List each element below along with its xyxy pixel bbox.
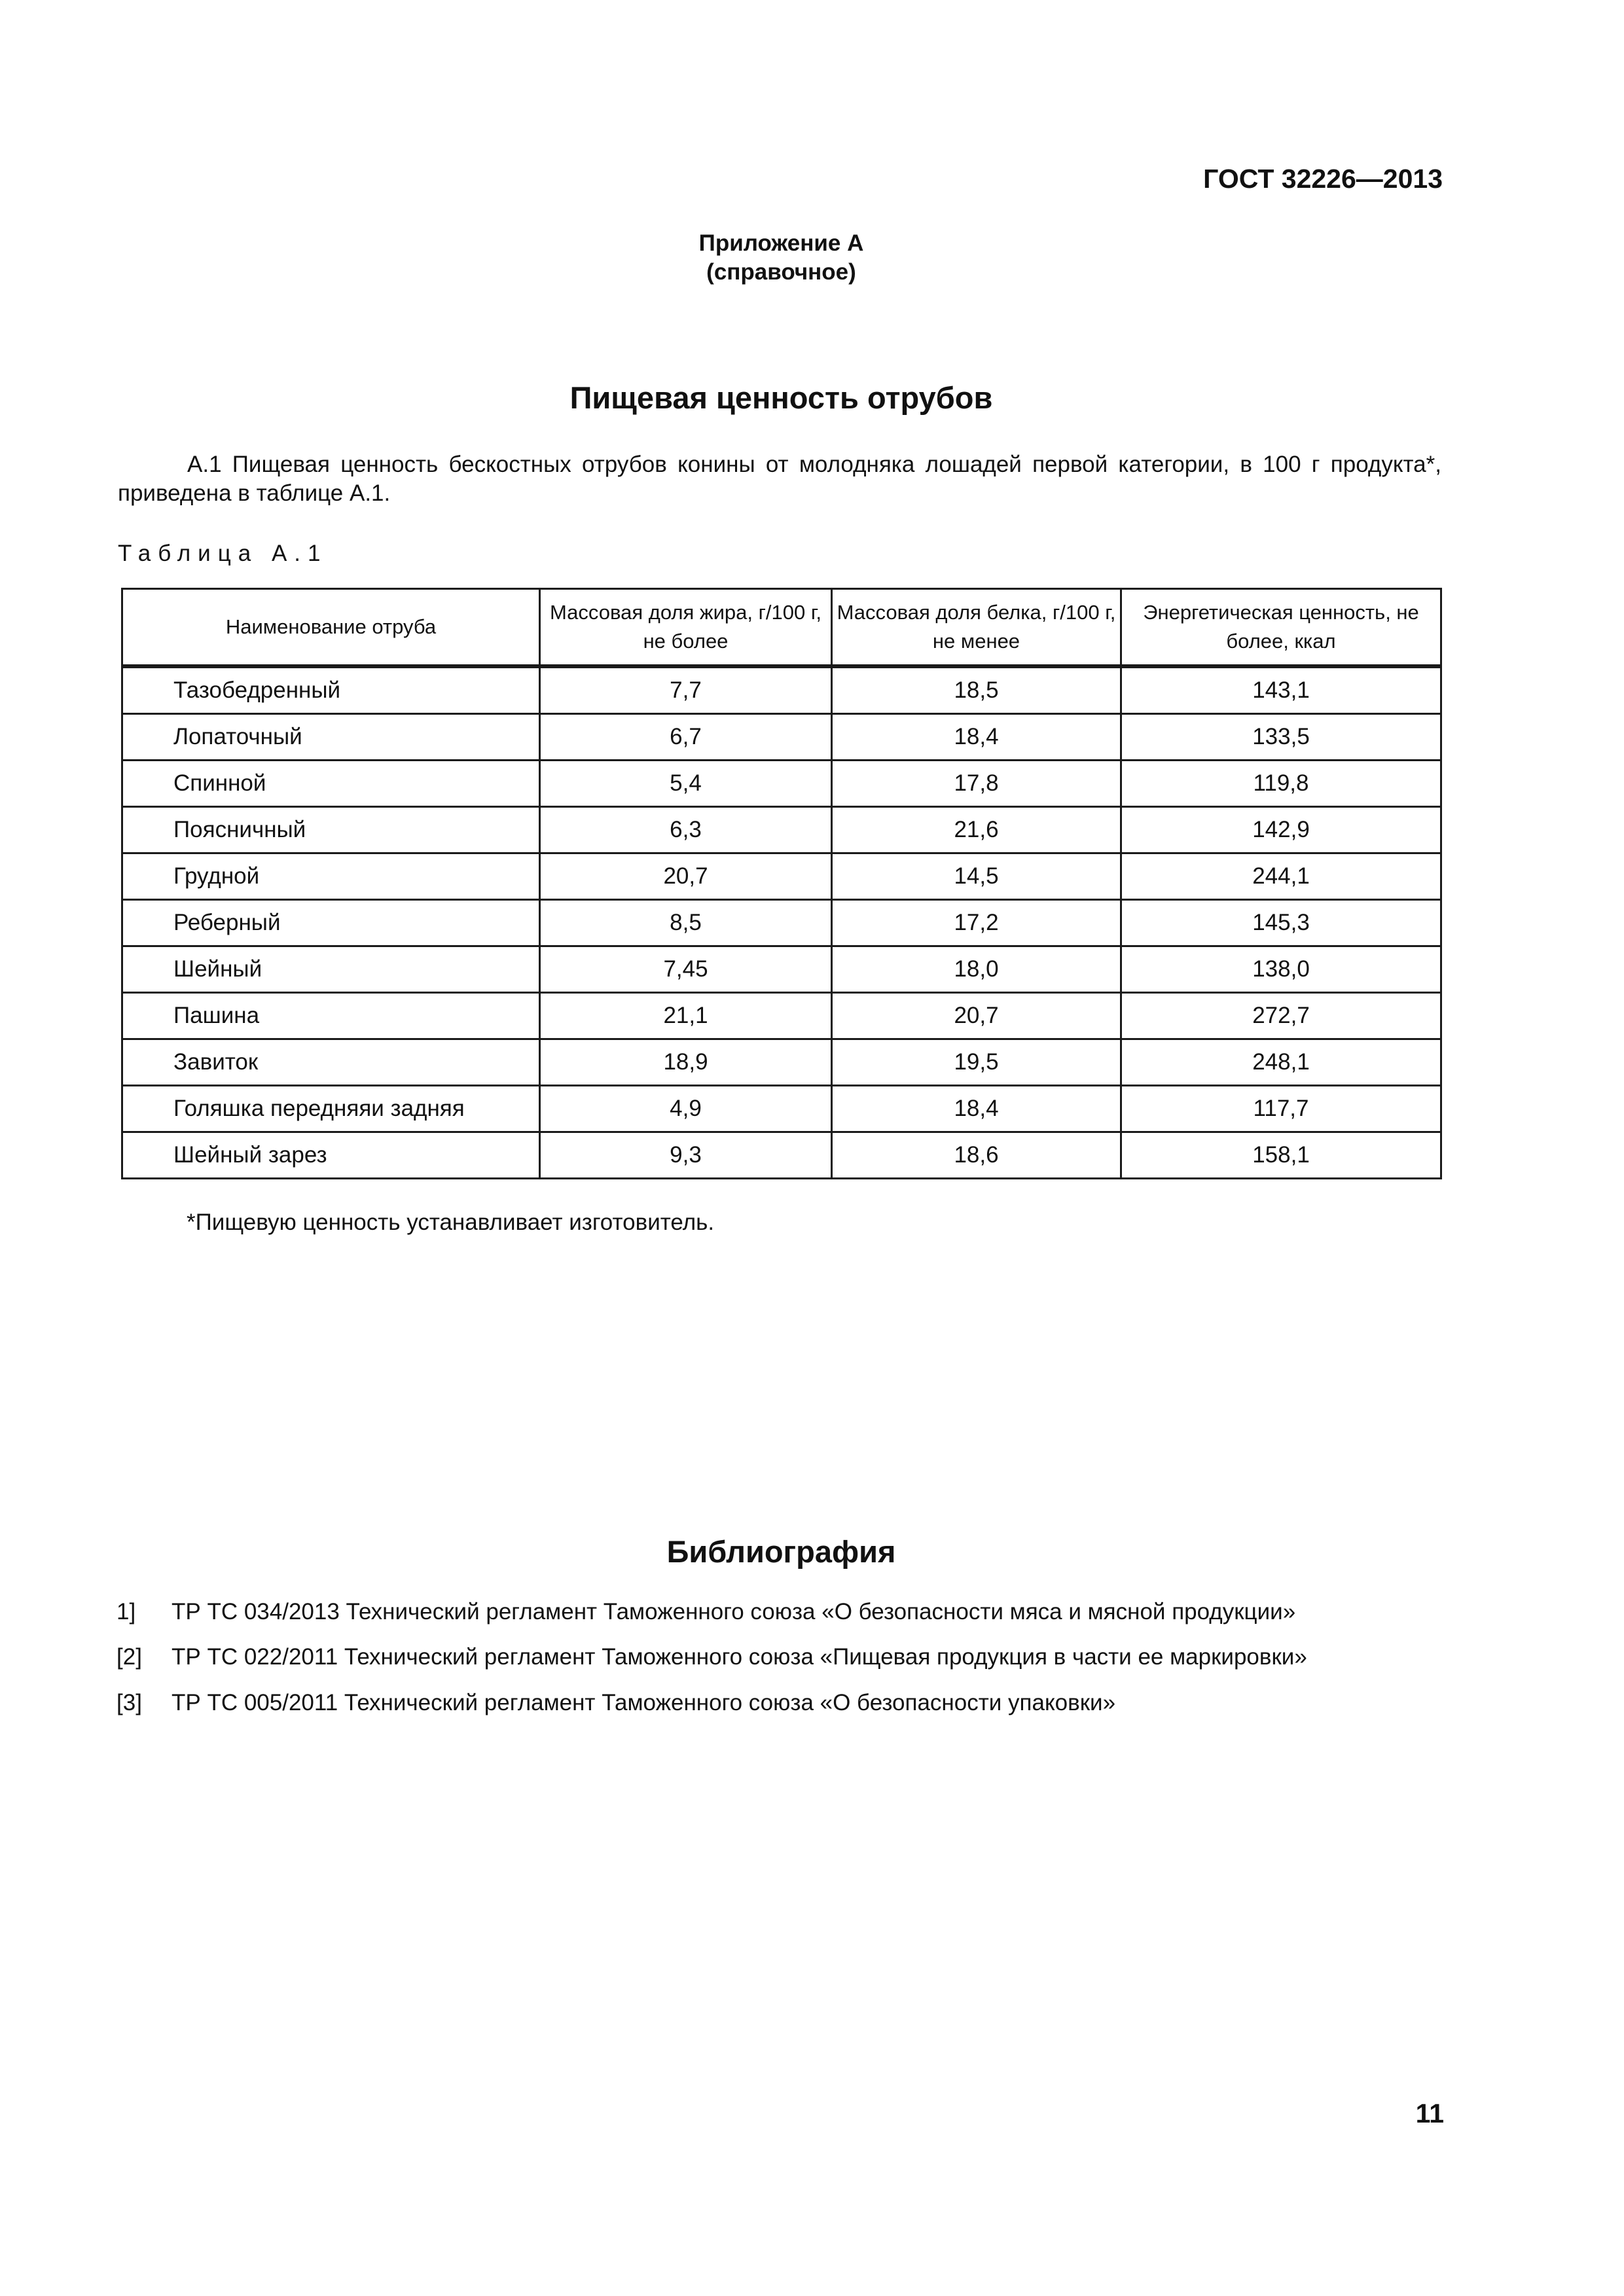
cut-name-cell: Завиток — [122, 1039, 540, 1086]
document-code: ГОСТ 32226—2013 — [1203, 164, 1443, 194]
bibliography-text: ТР ТС 005/2011 Технический регламент Таможенного союза «О безопасности упаковки» — [171, 1690, 1116, 1715]
bibliography-number: [3] — [117, 1690, 142, 1715]
fat-cell: 6,3 — [540, 807, 832, 853]
energy-cell: 143,1 — [1121, 666, 1441, 714]
column-header-cut-name: Наименование отруба — [122, 589, 540, 667]
cut-name-cell: Голяшка передняяи задняя — [122, 1086, 540, 1132]
energy-cell: 272,7 — [1121, 993, 1441, 1039]
energy-cell: 248,1 — [1121, 1039, 1441, 1086]
fat-cell: 6,7 — [540, 714, 832, 761]
bibliography-text: ТР ТС 022/2011 Технический регламент Таможенного союза «Пищевая продукция в части ее маркировки» — [171, 1644, 1307, 1670]
nutrition-table — [121, 588, 1442, 1179]
page-number: 11 — [1415, 2098, 1444, 2128]
column-header-fat: Массовая доля жира, г/100 г, не более — [540, 589, 832, 667]
fat-cell: 9,3 — [540, 1132, 832, 1179]
table-header-row — [122, 589, 1441, 667]
intro-paragraph: А.1 Пищевая ценность бескостных отрубов конины от молодняка лошадей первой категории, в 100 г продукта*, приведена в таблице А.1. — [118, 452, 1441, 506]
energy-cell: 119,8 — [1121, 761, 1441, 807]
table-row — [122, 1039, 1441, 1086]
protein-cell: 19,5 — [832, 1039, 1121, 1086]
fat-cell: 8,5 — [540, 900, 832, 946]
protein-cell: 18,4 — [832, 1086, 1121, 1132]
protein-cell: 17,2 — [832, 900, 1121, 946]
bibliography-number: 1] — [117, 1599, 136, 1624]
protein-cell: 18,6 — [832, 1132, 1121, 1179]
energy-cell: 117,7 — [1121, 1086, 1441, 1132]
energy-cell: 138,0 — [1121, 946, 1441, 993]
bibliography-item — [117, 1644, 1307, 1670]
cut-name-cell: Реберный — [122, 900, 540, 946]
table-row — [122, 1132, 1441, 1179]
cut-name-cell: Шейный — [122, 946, 540, 993]
bibliography-text: ТР ТС 034/2013 Технический регламент Таможенного союза «О безопасности мяса и мясной продукции» — [171, 1599, 1296, 1624]
bibliography-title: Библиография — [666, 1534, 896, 1569]
table-row — [122, 946, 1441, 993]
fat-cell: 18,9 — [540, 1039, 832, 1086]
protein-cell: 14,5 — [832, 853, 1121, 900]
table-row — [122, 807, 1441, 853]
annex-type: (справочное) — [706, 259, 856, 285]
table-row — [122, 993, 1441, 1039]
fat-cell: 21,1 — [540, 993, 832, 1039]
fat-cell: 20,7 — [540, 853, 832, 900]
energy-cell: 244,1 — [1121, 853, 1441, 900]
table-row — [122, 666, 1441, 714]
column-header-energy: Энергетическая ценность, не более, ккал — [1121, 589, 1441, 667]
cut-name-cell: Тазобедренный — [122, 666, 540, 714]
table-footnote: *Пищевую ценность устанавливает изготовитель. — [187, 1210, 715, 1235]
protein-cell: 18,0 — [832, 946, 1121, 993]
energy-cell: 158,1 — [1121, 1132, 1441, 1179]
bibliography-item — [117, 1690, 1115, 1716]
fat-cell: 5,4 — [540, 761, 832, 807]
protein-cell: 17,8 — [832, 761, 1121, 807]
section-title: Пищевая ценность отрубов — [569, 380, 993, 415]
cut-name-cell: Спинной — [122, 761, 540, 807]
cut-name-cell: Лопаточный — [122, 714, 540, 761]
energy-cell: 133,5 — [1121, 714, 1441, 761]
column-header-protein: Массовая доля белка, г/100 г, не менее — [832, 589, 1121, 667]
fat-cell: 7,7 — [540, 666, 832, 714]
table-row — [122, 900, 1441, 946]
cut-name-cell: Шейный зарез — [122, 1132, 540, 1179]
annex-heading — [0, 229, 1562, 287]
table-row — [122, 761, 1441, 807]
protein-cell: 18,4 — [832, 714, 1121, 761]
energy-cell: 145,3 — [1121, 900, 1441, 946]
table-row — [122, 1086, 1441, 1132]
protein-cell: 18,5 — [832, 666, 1121, 714]
bibliography-item — [117, 1599, 1295, 1625]
protein-cell: 21,6 — [832, 807, 1121, 853]
annex-title: Приложение А — [698, 230, 864, 256]
cut-name-cell: Грудной — [122, 853, 540, 900]
fat-cell: 7,45 — [540, 946, 832, 993]
fat-cell: 4,9 — [540, 1086, 832, 1132]
energy-cell: 142,9 — [1121, 807, 1441, 853]
table-caption: Таблица А.1 — [118, 541, 328, 566]
table-row — [122, 714, 1441, 761]
protein-cell: 20,7 — [832, 993, 1121, 1039]
bibliography-number: [2] — [117, 1644, 142, 1670]
table-row — [122, 853, 1441, 900]
cut-name-cell: Пашина — [122, 993, 540, 1039]
cut-name-cell: Поясничный — [122, 807, 540, 853]
